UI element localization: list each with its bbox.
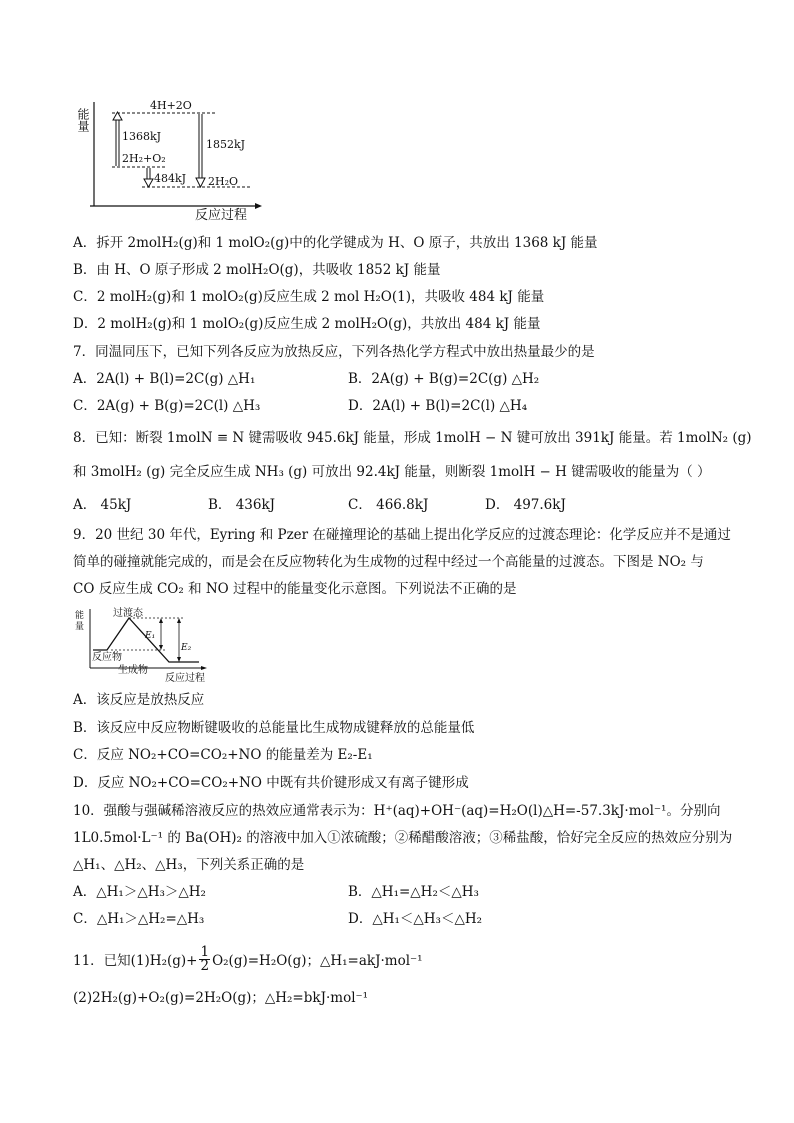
q11-line2: (2)2H₂(g)+O₂(g)=2H₂O(g)；△H₂=bkJ·mol⁻¹ <box>73 990 369 1006</box>
q11-fraction-num: 1 <box>200 944 210 960</box>
q8-option-d: D． 497.6kJ <box>485 497 566 513</box>
fig2-ylabel-2: 量 <box>75 622 85 632</box>
q10-stem-line2: 1L0.5mol·L⁻¹ 的 Ba(OH)₂ 的溶液中加入①浓硫酸；②稀醋酸溶液；③稀盐酸，恰好完全反应的热效应分别为 <box>73 830 733 846</box>
q9-option-c: C．反应 NO₂+CO=CO₂+NO 的能量差为 E₂-E₁ <box>73 747 373 763</box>
y-axis-label: 能量 <box>76 108 90 132</box>
transition-state-diagram-svg <box>73 605 218 685</box>
q7-option-a: A．2A(l) + B(l)=2C(g) △H₁ <box>73 371 256 387</box>
q6-option-c: C．2 molH₂(g)和 1 molO₂(g)反应生成 2 mol H₂O(1)，共吸收 484 kJ 能量 <box>73 289 545 305</box>
q10-option-b: B．△H₁=△H₂＜△H₃ <box>348 884 479 900</box>
q9-stem-line3: CO 反应生成 CO₂ 和 NO 过程中的能量变化示意图。下列说法不正确的是 <box>73 581 517 597</box>
mid-state-label: 2H₂+O₂ <box>122 152 166 165</box>
q8-option-a: A． 45kJ <box>73 497 132 513</box>
q10-stem-line3: △H₁、△H₂、△H₃，下列关系正确的是 <box>73 857 305 873</box>
q8-stem-line2: 和 3molH₂ (g) 完全反应生成 NH₃ (g) 可放出 92.4kJ 能量，则断裂 1molH − H 键需吸收的能量为（ ） <box>73 464 711 480</box>
q9-option-d: D．反应 NO₂+CO=CO₂+NO 中既有共价键形成又有离子键形成 <box>73 775 469 791</box>
q7-option-b: B．2A(g) + B(g)=2C(g) △H₂ <box>348 371 540 387</box>
q11-fraction <box>199 946 210 973</box>
q10-option-d: D．△H₁＜△H₃＜△H₂ <box>348 911 483 927</box>
q11-stem-prefix: 11．已知(1)H₂(g)+ <box>73 953 198 969</box>
fig2-e1-label: E₁ <box>145 631 156 641</box>
x-axis-label: 反应过程 <box>195 208 248 223</box>
q7-option-d: D．2A(l) + B(l)=2C(l) △H₄ <box>348 398 528 414</box>
q11-stem-suffix: O₂(g)=H₂O(g)；△H₁=akJ·mol⁻¹ <box>212 953 423 969</box>
energy-diagram-1-svg <box>70 94 270 224</box>
q9-option-b: B．该反应中反应物断键吸收的总能量比生成物成键释放的总能量低 <box>73 720 475 736</box>
energy-diagram-1 <box>70 94 270 224</box>
fig2-ylabel-1: 能 <box>75 611 85 621</box>
q8-option-b: B． 436kJ <box>208 497 276 513</box>
q11-stem <box>73 944 423 975</box>
q7-stem: 7．同温同压下，已知下列各反应为放热反应，下列各热化学方程式中放出热量最少的是 <box>73 344 595 360</box>
fig2-ts-label: 过渡态 <box>113 608 143 619</box>
q9-stem-line1: 9．20 世纪 30 年代，Eyring 和 Pzer 在碰撞理论的基础上提出化学反应的过渡态理论：化学反应并不是通过 <box>73 527 731 543</box>
q10-option-a: A．△H₁＞△H₃＞△H₂ <box>73 884 206 900</box>
top-state-label: 4H+2O <box>150 99 192 112</box>
q11-fraction-den: 2 <box>200 958 210 974</box>
q9-stem-line2: 简单的碰撞就能完成的，而是会在反应物转化为生成物的过程中经过一个高能量的过渡态。下图是 NO₂ 与 <box>73 554 704 570</box>
fig2-product-label: 生成物 <box>118 665 148 676</box>
q8-option-c: C． 466.8kJ <box>348 497 429 513</box>
q6-option-b: B．由 H、O 原子形成 2 molH₂O(g)，共吸收 1852 kJ 能量 <box>73 262 441 278</box>
transition-state-diagram <box>73 605 218 685</box>
q6-option-a: A．拆开 2molH₂(g)和 1 molO₂(g)中的化学键成为 H、O 原子，共放出 1368 kJ 能量 <box>73 235 598 251</box>
q10-stem-line1: 10．强酸与强碱稀溶液反应的热效应通常表示为：H⁺(aq)+OH⁻(aq)=H₂O(l)△H=-57.3kJ·mol⁻¹。分别向 <box>73 803 721 819</box>
arrow3-label: 484kJ <box>154 172 187 185</box>
q10-option-c: C．△H₁＞△H₂=△H₃ <box>73 911 205 927</box>
q9-option-a: A．该反应是放热反应 <box>73 692 205 708</box>
q8-stem-line1: 8．已知：断裂 1molN ≡ N 键需吸收 945.6kJ 能量，形成 1molH − N 键可放出 391kJ 能量。若 1molN₂ (g) <box>73 430 752 446</box>
fig2-e2-label: E₂ <box>181 643 192 653</box>
fig2-reactant-label: 反应物 <box>92 652 122 663</box>
arrow2-label: 1852kJ <box>206 138 246 151</box>
arrow1-label: 1368kJ <box>122 130 162 143</box>
q6-option-d: D．2 molH₂(g)和 1 molO₂(g)反应生成 2 molH₂O(g)，共放出 484 kJ 能量 <box>73 316 541 332</box>
bottom-state-label: 2H₂O <box>208 175 239 188</box>
fig2-xlabel: 反应过程 <box>165 673 205 684</box>
q7-option-c: C．2A(g) + B(g)=2C(l) △H₃ <box>73 398 261 414</box>
